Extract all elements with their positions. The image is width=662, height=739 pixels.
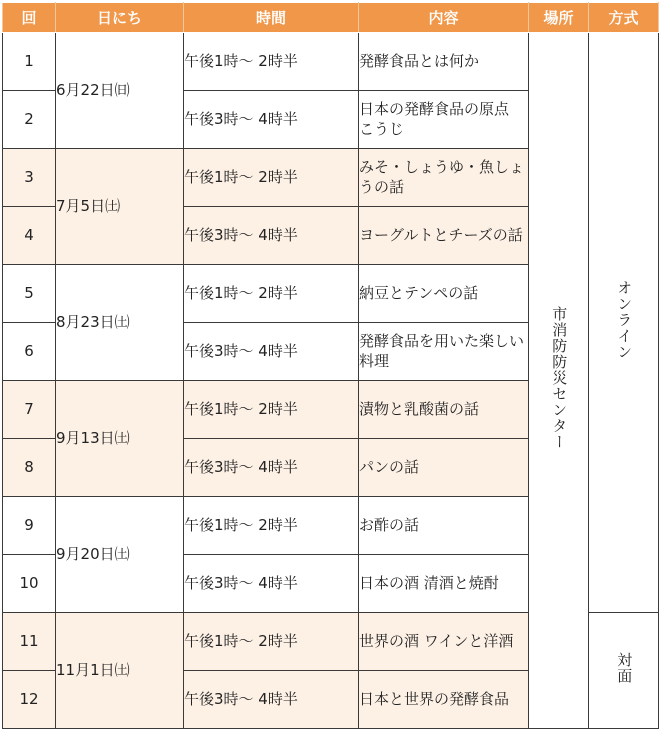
session-time: 午後1時〜 2時半: [184, 381, 359, 439]
table-row: [3, 33, 659, 91]
session-content: 世界の酒 ワインと洋酒: [359, 613, 529, 671]
session-time: 午後1時〜 2時半: [184, 149, 359, 207]
round-number: 8: [3, 439, 56, 497]
session-content: ヨーグルトとチーズの話: [359, 207, 529, 265]
session-content: 発酵食品を用いた楽しい料理: [359, 323, 529, 381]
session-time: 午後1時〜 2時半: [184, 613, 359, 671]
session-content: 日本の発酵食品の原点 こうじ: [359, 91, 529, 149]
session-time: 午後3時〜 4時半: [184, 207, 359, 265]
method-online-cell: [589, 33, 659, 613]
header-row: [3, 3, 659, 33]
round-number: 5: [3, 265, 56, 323]
round-number: 4: [3, 207, 56, 265]
session-content: 発酵食品とは何か: [359, 33, 529, 91]
method-inperson-text: 対面: [615, 651, 634, 684]
round-number: 1: [3, 33, 56, 91]
session-time: 午後1時〜 2時半: [184, 265, 359, 323]
session-time: 午後1時〜 2時半: [184, 33, 359, 91]
round-number: 10: [3, 555, 56, 613]
session-content: 日本と世界の発酵食品: [359, 671, 529, 729]
session-time: 午後3時〜 4時半: [184, 91, 359, 149]
header-date: 日にち: [56, 3, 184, 33]
session-date: 11月1日㈯: [56, 613, 184, 729]
method-online-text: オンライン: [615, 279, 634, 360]
session-content: 漬物と乳酸菌の話: [359, 381, 529, 439]
location-cell: [529, 33, 589, 729]
session-time: 午後1時〜 2時半: [184, 497, 359, 555]
method-inperson-cell: [589, 613, 659, 729]
session-time: 午後3時〜 4時半: [184, 439, 359, 497]
round-number: 2: [3, 91, 56, 149]
round-number: 3: [3, 149, 56, 207]
session-time: 午後3時〜 4時半: [184, 323, 359, 381]
round-number: 11: [3, 613, 56, 671]
session-date: 9月13日㈯: [56, 381, 184, 497]
session-content: 日本の酒 清酒と焼酎: [359, 555, 529, 613]
round-number: 12: [3, 671, 56, 729]
schedule-table: [2, 2, 659, 729]
header-location: 場所: [529, 3, 589, 33]
session-content: パンの話: [359, 439, 529, 497]
round-number: 7: [3, 381, 56, 439]
session-content: お酢の話: [359, 497, 529, 555]
session-time: 午後3時〜 4時半: [184, 555, 359, 613]
session-date: 8月23日㈯: [56, 265, 184, 381]
session-time: 午後3時〜 4時半: [184, 671, 359, 729]
session-content: みそ・しょうゆ・魚しょうの話: [359, 149, 529, 207]
header-time: 時間: [184, 3, 359, 33]
round-number: 6: [3, 323, 56, 381]
session-date: 7月5日㈯: [56, 149, 184, 265]
session-date: 6月22日㈰: [56, 33, 184, 149]
session-content: 納豆とテンペの話: [359, 265, 529, 323]
round-number: 9: [3, 497, 56, 555]
header-method: 方式: [589, 3, 659, 33]
header-content: 内容: [359, 3, 529, 33]
session-date: 9月20日㈯: [56, 497, 184, 613]
location-text: 市消防防災センター: [550, 305, 569, 450]
header-round: 回: [3, 3, 56, 33]
